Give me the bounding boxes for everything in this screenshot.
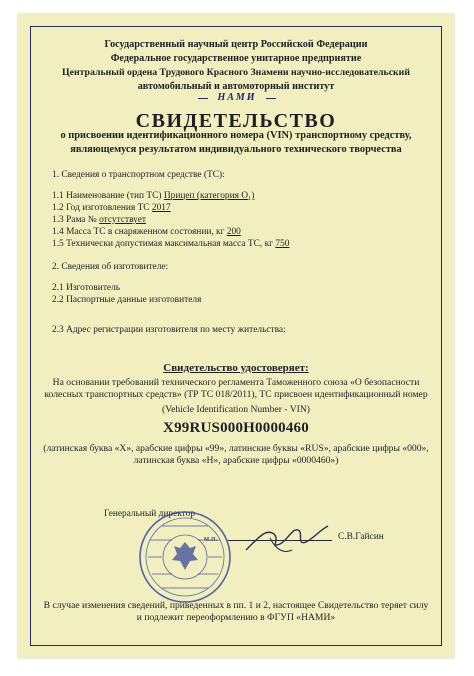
item-1-2-label: 1.2 Год изготовления ТС <box>52 203 152 213</box>
section1-item-4 <box>52 226 241 238</box>
stamp-place-label: м.п. <box>204 534 218 543</box>
item-1-3-label: 1.3 Рама № <box>52 215 100 225</box>
vin-number: X99RUS000H0000460 <box>163 420 309 436</box>
nami-logo <box>198 93 276 105</box>
vin-decode-line-1: (латинская буква «X», арабские цифры «99», латинские буквы «RUS», арабские цифры «000», <box>43 443 429 454</box>
subtitle-line-1: о присвоении идентификационного номера (VIN) транспортному средству, <box>60 130 412 141</box>
item-1-5-label: 1.5 Технически допустимая максимальная масса ТС, кг <box>52 239 276 249</box>
header-line-3: Центральный ордена Трудового Красного Знамени научно-исследовательский <box>62 67 410 78</box>
item-1-1-value: Прицеп (категория O₁) <box>163 191 255 201</box>
document-title: СВИДЕТЕЛЬСТВО <box>135 110 337 132</box>
certifies-line-1: На основании требований технического регламента Таможенного союза «О безопасности <box>52 377 420 388</box>
certifies-heading: Свидетельство удостоверяет: <box>163 362 309 374</box>
section2-item-1: 2.1 Изготовитель <box>52 283 121 293</box>
section1-item-5 <box>52 238 289 250</box>
section2-item-2: 2.2 Паспортные данные изготовителя <box>52 295 202 305</box>
signatory-position: Генеральный директор <box>104 509 196 519</box>
section2-heading: 2. Сведения об изготовителе: <box>52 262 169 272</box>
header-line-4: автомобильный и автомоторный институт <box>137 81 335 92</box>
official-seal <box>138 510 232 604</box>
footer-line-1: В случае изменения сведений, приведенных в пп. 1 и 2, настоящее Свидетельство теряет силу <box>43 600 429 611</box>
item-1-3-value: отсутствует <box>99 215 147 225</box>
vin-decode-line-2: латинская буква «H», арабские цифры «0000460») <box>133 455 339 466</box>
item-1-1-label: 1.1 Наименование (тип ТС) <box>52 191 164 201</box>
subtitle-line-2: являющемуся результатом индивидуального технического творчества <box>70 144 402 155</box>
item-1-5-value: 750 <box>275 239 290 249</box>
item-1-2-value: 2017 <box>151 203 171 213</box>
certifies-line-2: колесных транспортных средств» (ТР ТС 018/2011), ТС присвоен идентификационный номер <box>44 389 428 400</box>
header-line-2: Федеральное государственное унитарное предприятие <box>110 53 362 64</box>
header-line-1: Государственный научный центр Российской Федерации <box>104 39 368 50</box>
signatory-name: С.В.Гайсин <box>338 532 384 542</box>
section2-item-3: 2.3 Адрес регистрации изготовителя по месту жительства: <box>52 325 286 335</box>
item-1-4-value: 200 <box>226 227 241 237</box>
certifies-line-3: (Vehicle Identification Number - VIN) <box>162 404 310 415</box>
section1-item-3 <box>52 214 146 226</box>
nami-logo-text: НАМИ <box>208 92 266 103</box>
handwritten-signature <box>240 520 332 560</box>
section1-item-1 <box>52 190 254 202</box>
section1-item-2 <box>52 202 171 214</box>
item-1-4-label: 1.4 Масса ТС в снаряженном состоянии, кг <box>52 227 227 237</box>
section1-heading: 1. Сведения о транспортном средстве (ТС): <box>52 170 225 180</box>
footer-line-2: и подлежит переоформлению в ФГУП «НАМИ» <box>136 612 336 623</box>
